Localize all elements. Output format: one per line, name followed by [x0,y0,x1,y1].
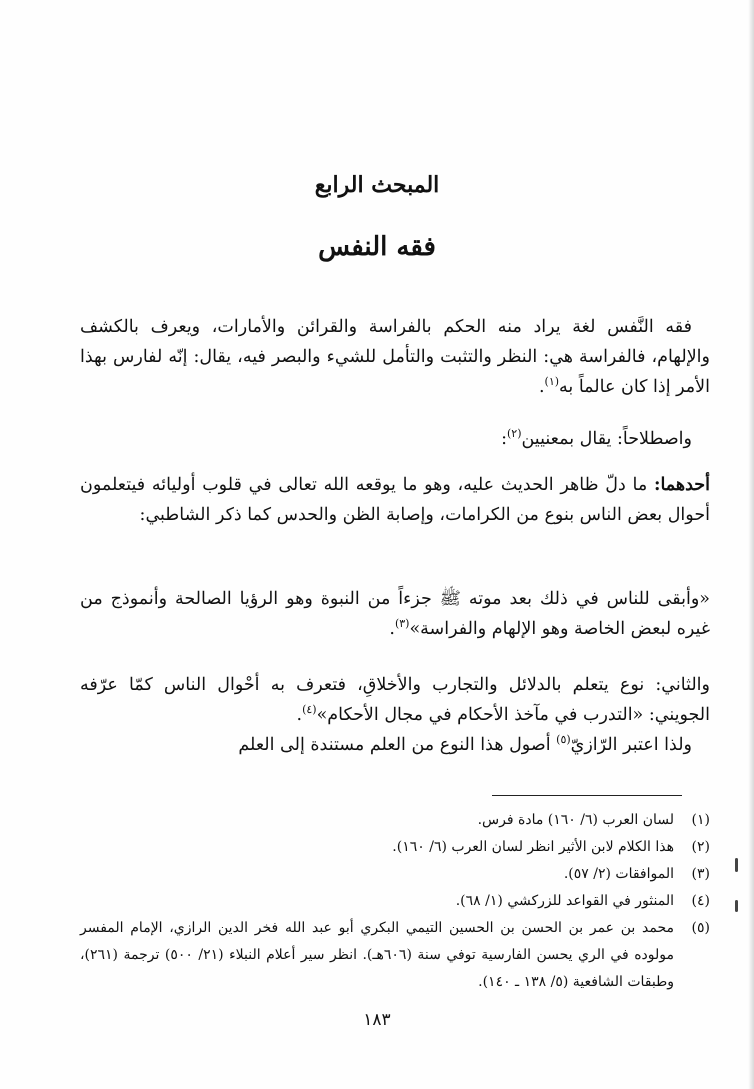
paragraph-text: أصول هذا النوع من العلم مستندة إلى العلم [238,735,557,755]
paragraph-definition-linguistic [80,312,710,402]
paragraph-second-meaning [80,670,710,730]
footnote-text: محمد بن عمر بن الحسن بن الحسين التيمي البكري أبو عبد الله فخر الدين الرازي، الإمام المفسر مولوده في الري يحسن الفارسية توفي سنة (٦٠٦هـ). انظر سير أعلام النبلاء (٢١/ ٥٠٠) ترجمة (٢٦١)، وطبقات الشافعية (٥/ ١٣٨ ـ ١٤٠). [80,920,675,990]
paragraph-text: واصطلاحاً: يقال بمعنيين [521,429,692,449]
footnote-text: الموافقات (٢/ ٥٧). [563,866,674,882]
footnotes [80,807,710,996]
page-number: ١٨٣ [363,1010,391,1030]
paragraph-text: والثاني: نوع يتعلم بالدلائل والتجارب والأخلاقِ، فتعرف به أحْوال الناس كمّا عرّفه الجويني: «التدرب في مآخذ الأحكام في مجال الأحكام» [80,675,710,725]
term-first: أحدهما: [653,475,710,495]
footnote [80,861,710,888]
footnote-number: (١) [691,812,710,828]
footnote-text: لسان العرب (٦/ ١٦٠) مادة فرس. [477,812,674,828]
paragraph-first-meaning [80,470,710,530]
quote-text: «وأبقى للناس في ذلك بعد موته ﷺ جزءاً من النبوة وهو الرؤيا الصالحة وأنموذج من غيره لبعض الخاصة وهو الإلهام والفراسة» [80,589,710,639]
punctuation: . [296,705,303,725]
footnote [80,807,710,834]
footnote-ref[interactable]: (٤) [302,703,317,717]
footnote-ref[interactable]: (٥) [556,733,571,747]
paragraph-text: ما دلّ ظاهر الحديث عليه، وهو ما يوقعه الله تعالى في قلوب أوليائه فيتعلمون أحوال بعض الناس بنوع من الكرامات، وإصابة الظن والحدس كما ذكر الشاطبي: [80,475,710,525]
scan-mark [735,858,738,872]
paragraph-shatibi-quote [80,584,710,644]
footnote-number: (٤) [691,893,710,909]
page-title: فقه النفس [318,232,436,262]
footnote-divider [492,795,682,796]
footnote-number: (٣) [691,866,710,882]
paragraph-text: فقه النَّفس لغة يراد منه الحكم بالفراسة والقرائن والأمارات، ويعرف بالكشف والإلهام، فالفراسة هي: النظر والتثبت والتأمل للشيء والبصر فيه، يقال: إنّه لفارس بهذا الأمر إذا كان عالماً به [80,317,710,397]
footnote-ref[interactable]: (١) [544,375,560,389]
punctuation: . [389,619,395,639]
punctuation: : [501,429,507,449]
punctuation: . [538,377,545,397]
paragraph-text: ولذا اعتبر الرّازيّ [570,735,692,755]
footnote [80,915,710,996]
footnote-text: المنثور في القواعد للزركشي (١/ ٦٨). [455,893,674,909]
footnote [80,834,710,861]
footnote-ref[interactable]: (٢) [506,427,522,441]
footnote [80,888,710,915]
section-heading: المبحث الرابع [314,172,440,198]
paragraph-razi [80,730,710,760]
footnote-text: هذا الكلام لابن الأثير انظر لسان العرب (٦/ ١٦٠). [392,839,674,855]
footnote-number: (٢) [691,839,710,855]
scan-edge-shadow [748,0,754,1089]
paragraph-definition-technical [80,424,710,454]
footnote-ref[interactable]: (٣) [394,617,410,631]
scan-mark [735,900,738,912]
footnote-number: (٥) [691,920,710,936]
